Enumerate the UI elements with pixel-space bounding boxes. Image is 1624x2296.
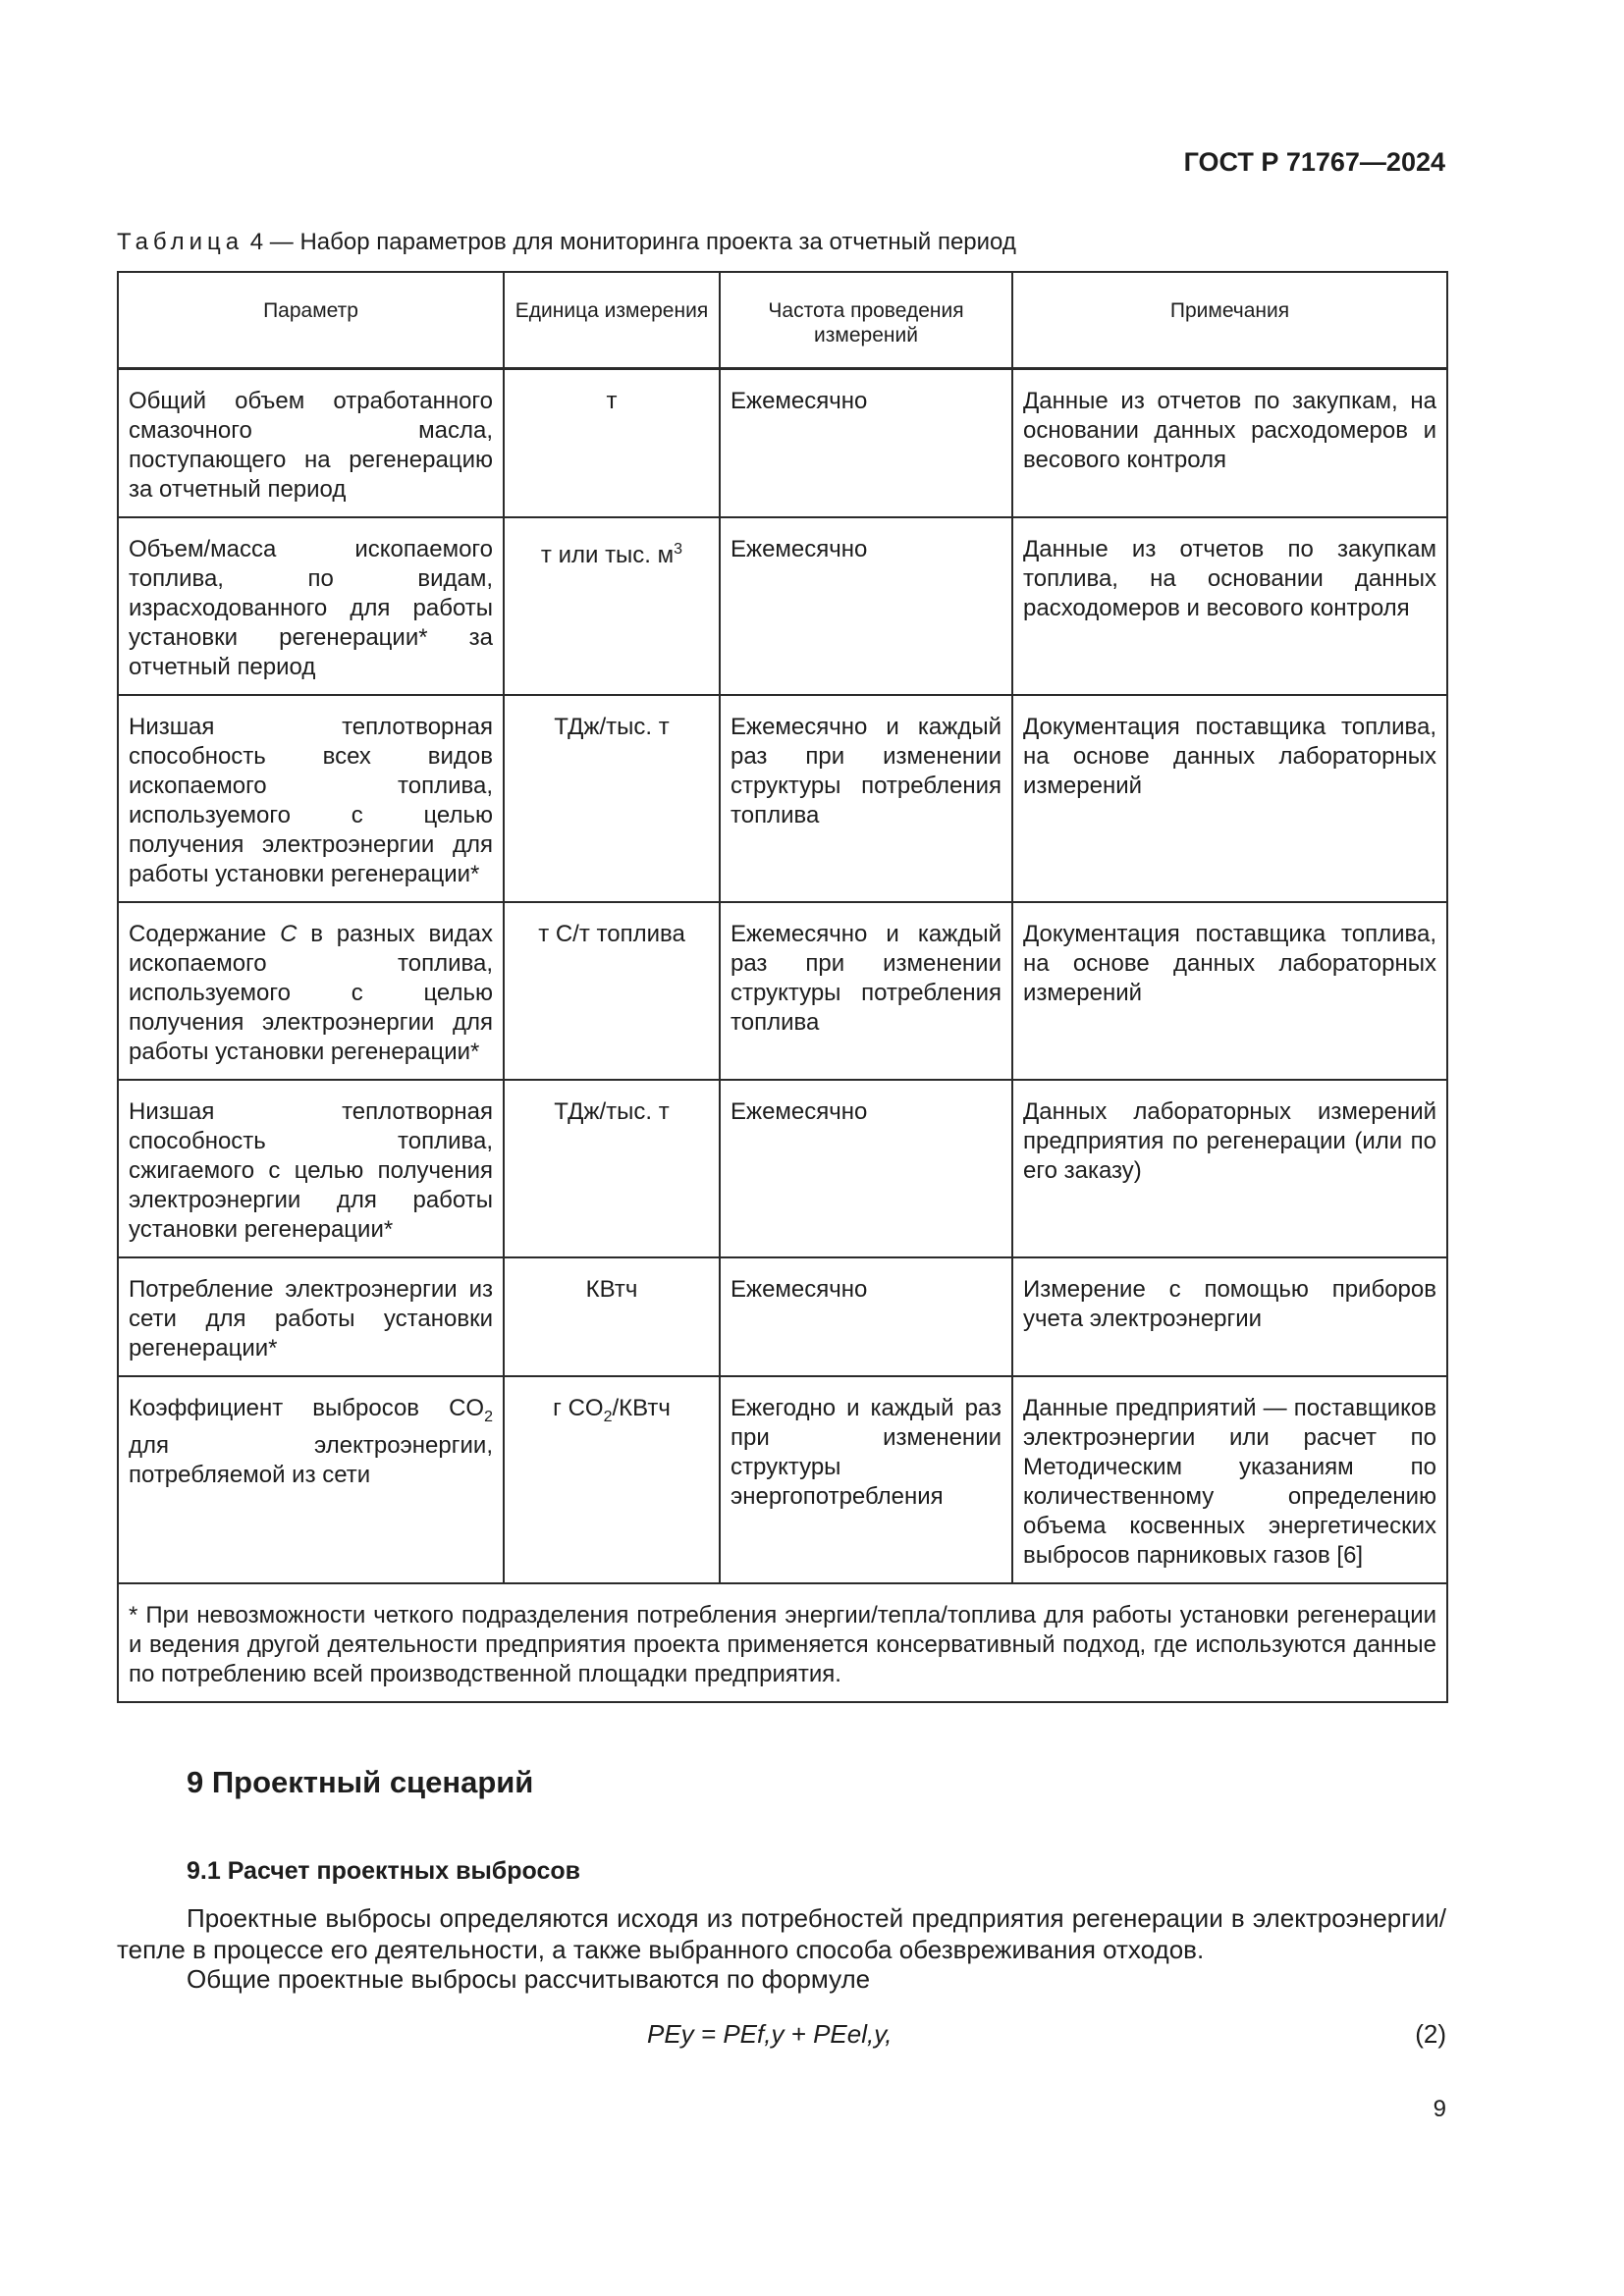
table-row bbox=[118, 902, 1447, 1080]
cell-notes: Измерение с помощью приборов учета электроэнергии bbox=[1012, 1257, 1447, 1376]
cell-notes: Данные из отчетов по закупкам топлива, на основании данных расходомеров и весового контроля bbox=[1012, 517, 1447, 695]
param-text-italic: C bbox=[280, 920, 298, 947]
subsection-title: 9.1 Расчет проектных выбросов bbox=[187, 1857, 581, 1885]
unit-superscript: 3 bbox=[674, 540, 683, 558]
body-paragraph: Проектные выбросы определяются исходя из потребностей предприятия регенерации в электроэнергии/тепле в процессе его деятельности, а также выбранного способа обезвреживания отходов. bbox=[117, 1903, 1446, 1964]
cell-notes: Данные предприятий — поставщиков электроэнергии или расчет по Методическим указаниям по количественному определению объема косвенных энергетических выбросов парниковых газов [6] bbox=[1012, 1376, 1447, 1583]
parameters-table bbox=[117, 271, 1448, 1703]
cell-frequency: Ежемесячно bbox=[720, 1080, 1012, 1257]
section-title: 9 Проектный сценарий bbox=[187, 1765, 534, 1799]
cell-unit: ТДж/тыс. т bbox=[504, 695, 720, 902]
cell-notes: Данных лабораторных измерений предприятия по регенерации (или по его заказу) bbox=[1012, 1080, 1447, 1257]
unit-text-post: /КВтч bbox=[612, 1394, 671, 1421]
cell-unit: ТДж/тыс. т bbox=[504, 1080, 720, 1257]
cell-unit: т С/т топлива bbox=[504, 902, 720, 1080]
page-number: 9 bbox=[1433, 2096, 1446, 2122]
table-row bbox=[118, 1376, 1447, 1583]
cell-notes: Данные из отчетов по закупкам, на основании данных расходомеров и весового контроля bbox=[1012, 368, 1447, 517]
cell-notes: Документация поставщика топлива, на основе данных лабораторных измерений bbox=[1012, 695, 1447, 902]
cell-parameter: Низшая теплотворная способность топлива, сжигаемого с целью получения электроэнергии для работы установки регенерации* bbox=[118, 1080, 504, 1257]
cell-frequency: Ежемесячно bbox=[720, 1257, 1012, 1376]
param-text-post: в разных видах ископаемого топлива, используемого с целью получения электроэнергии для работы установки регенерации* bbox=[129, 920, 493, 1065]
formula: PEy = PEf,y + PEel,y, bbox=[647, 2019, 893, 2049]
cell-frequency: Ежемесячно bbox=[720, 517, 1012, 695]
header-frequency: Частота проведения измерений bbox=[720, 272, 1012, 368]
unit-subscript: 2 bbox=[603, 1408, 613, 1425]
cell-unit bbox=[504, 517, 720, 695]
cell-unit: КВтч bbox=[504, 1257, 720, 1376]
header-parameter: Параметр bbox=[118, 272, 504, 368]
unit-text: т или тыс. м bbox=[540, 541, 675, 568]
cell-parameter bbox=[118, 902, 504, 1080]
cell-parameter bbox=[118, 1376, 504, 1583]
table-footnote: * При невозможности четкого подразделения потребления энергии/тепла/топлива для работы установки регенерации и ведения другой деятельности предприятия проекта применяется консервативный подход, где используются данные по потреблению всей производственной площадки предприятия. bbox=[118, 1583, 1447, 1702]
param-text-pre: Коэффициент выбросов CO bbox=[129, 1394, 485, 1421]
cell-frequency: Ежемесячно bbox=[720, 368, 1012, 517]
unit-text-pre: г CO bbox=[553, 1394, 604, 1421]
param-subscript: 2 bbox=[484, 1408, 493, 1425]
table-row bbox=[118, 695, 1447, 902]
table-row bbox=[118, 517, 1447, 695]
table-footnote-row bbox=[118, 1583, 1447, 1702]
cell-notes: Документация поставщика топлива, на основе данных лабораторных измерений bbox=[1012, 902, 1447, 1080]
cell-unit bbox=[504, 1376, 720, 1583]
param-text-pre: Содержание bbox=[129, 920, 281, 947]
formula-number: (2) bbox=[1415, 2019, 1446, 2049]
body-paragraph-formula-intro: Общие проектные выбросы рассчитываются по формуле bbox=[187, 1964, 871, 1994]
cell-frequency: Ежемесячно и каждый раз при изменении структуры потребления топлива bbox=[720, 695, 1012, 902]
table-row bbox=[118, 1257, 1447, 1376]
table-caption-label: Таблица bbox=[117, 229, 244, 255]
cell-frequency: Ежегодно и каждый раз при изменении структуры энергопотребления bbox=[720, 1376, 1012, 1583]
cell-parameter: Низшая теплотворная способность всех видов ископаемого топлива, используемого с целью получения электроэнергии для работы установки регенерации* bbox=[118, 695, 504, 902]
table-header-row bbox=[118, 272, 1447, 368]
table-caption bbox=[117, 229, 1016, 256]
cell-parameter: Объем/масса ископаемого топлива, по видам, израсходованного для работы установки регенерации* за отчетный период bbox=[118, 517, 504, 695]
param-text-post: для электроэнергии, потребляемой из сети bbox=[129, 1432, 493, 1489]
header-unit: Единица измерения bbox=[504, 272, 720, 368]
header-notes: Примечания bbox=[1012, 272, 1447, 368]
document-id: ГОСТ Р 71767—2024 bbox=[1183, 147, 1445, 177]
cell-unit: т bbox=[504, 368, 720, 517]
cell-parameter: Потребление электроэнергии из сети для работы установки регенерации* bbox=[118, 1257, 504, 1376]
cell-frequency: Ежемесячно и каждый раз при изменении структуры потребления топлива bbox=[720, 902, 1012, 1080]
table-row bbox=[118, 368, 1447, 517]
cell-parameter: Общий объем отработанного смазочного масла, поступающего на регенерацию за отчетный период bbox=[118, 368, 504, 517]
table-caption-text: 4 — Набор параметров для мониторинга проекта за отчетный период bbox=[249, 229, 1016, 255]
table-row bbox=[118, 1080, 1447, 1257]
